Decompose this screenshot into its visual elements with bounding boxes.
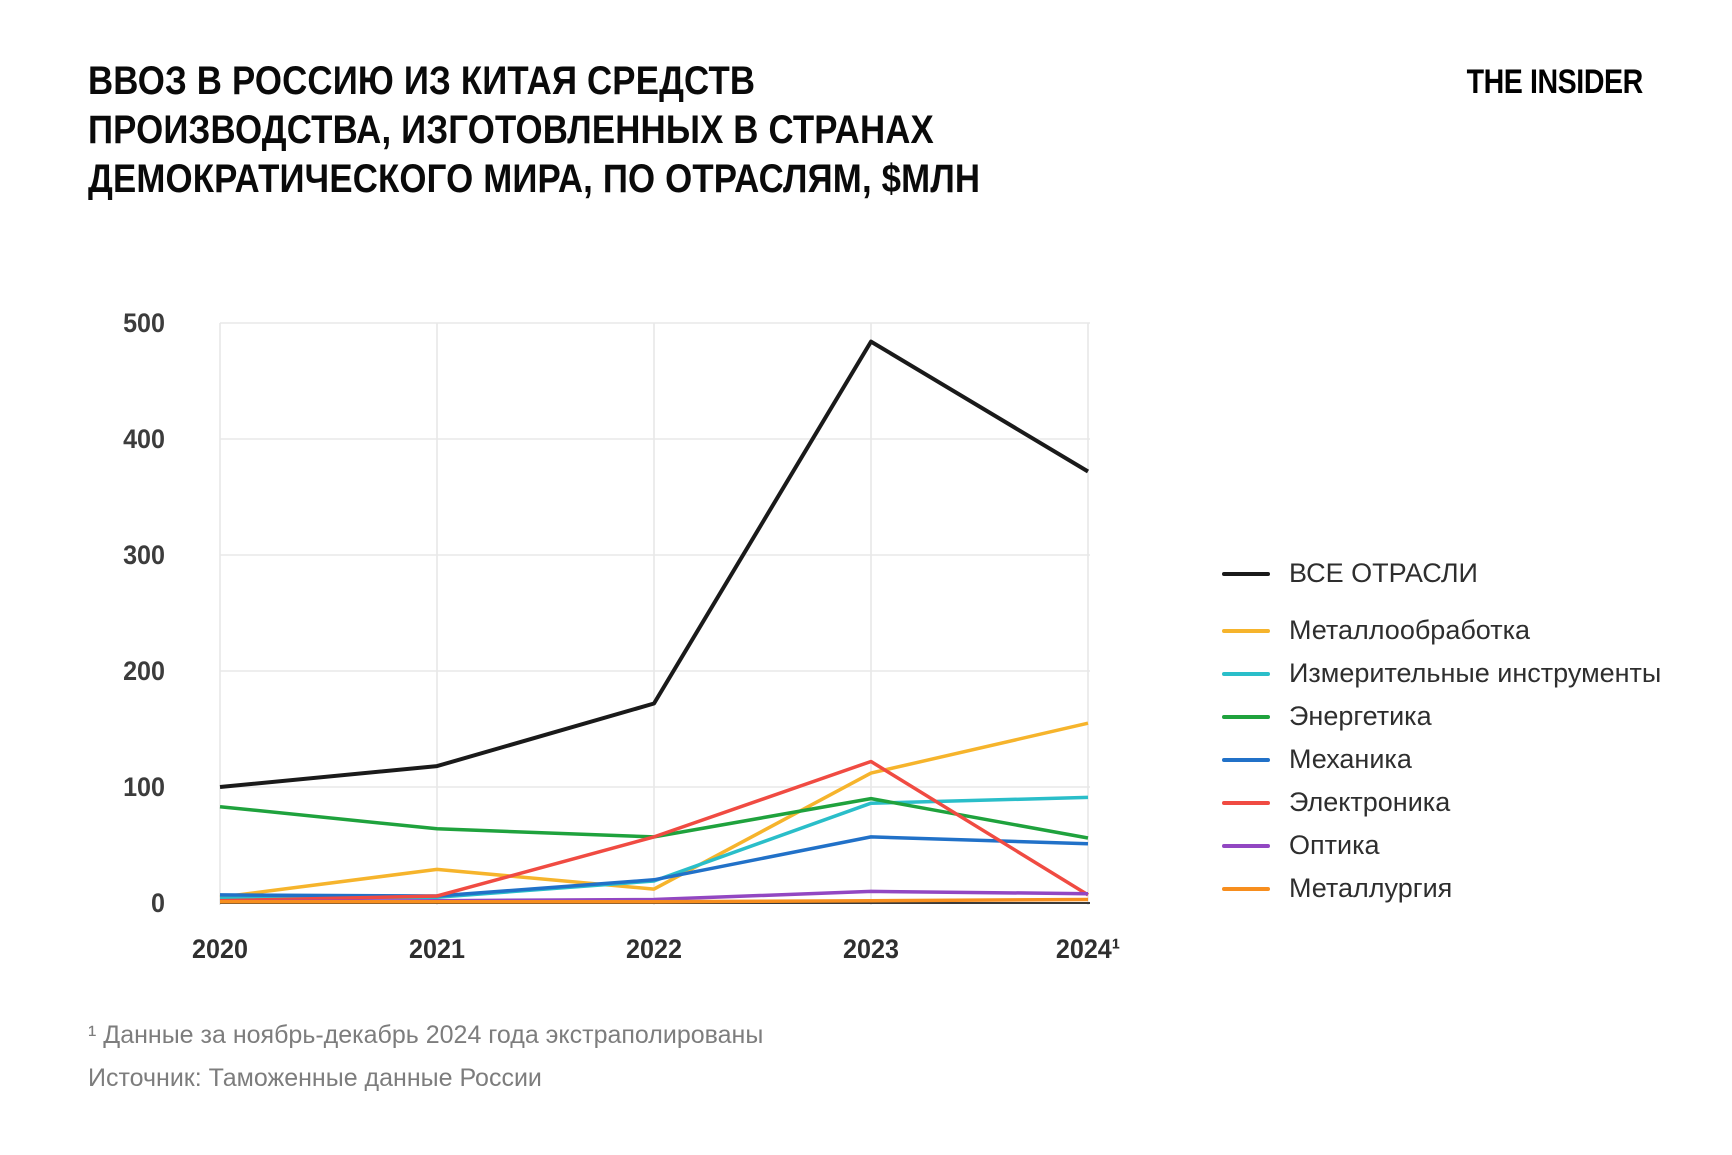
legend-color-line-icon [1222,715,1270,719]
y-axis-tick-label: 300 [123,540,165,570]
legend-color-line-icon [1222,801,1270,805]
legend-item-label: Механика [1289,744,1412,774]
chart-title-line-1: ВВОЗ В РОССИЮ ИЗ КИТАЯ СРЕДСТВ [88,59,756,103]
legend-item-label: Электроника [1289,787,1451,817]
brand-logo: THE INSIDER [1466,63,1643,101]
x-axis-tick-label: 2024¹ [1055,934,1121,964]
legend-item-label: Металлургия [1289,873,1453,903]
legend-item [1222,781,1661,824]
legend-color-line-icon [1222,629,1270,633]
y-axis-tick-label: 400 [123,424,165,454]
legend-color-line-icon [1222,844,1270,848]
legend-item [1222,695,1661,738]
legend-item [1222,824,1661,867]
chart-title-line-2: ПРОИЗВОДСТВА, ИЗГОТОВЛЕННЫХ В СТРАНАХ [88,108,934,152]
legend-item [1222,609,1661,652]
y-axis-tick-label: 200 [123,656,165,686]
x-axis-tick-label: 2023 [843,934,899,964]
chart-title-line-3: ДЕМОКРАТИЧЕСКОГО МИРА, ПО ОТРАСЛЯМ, $МЛН [88,157,981,201]
x-axis-tick-label: 2022 [626,934,682,964]
x-axis-tick-label: 2021 [409,934,465,964]
footnote-source: Источник: Таможенные данные России [88,1064,542,1092]
y-axis-tick-label: 0 [151,888,165,918]
legend-item [1222,867,1661,910]
x-axis-tick-label: 2020 [192,934,248,964]
footnotes [88,1014,763,1100]
legend [1222,552,1661,910]
legend-color-line-icon [1222,758,1270,762]
legend-item [1222,738,1661,781]
legend-item-label: Измерительные инструменты [1289,658,1662,688]
y-axis-tick-label: 100 [123,772,165,802]
legend-item [1222,552,1661,595]
legend-item-label: Энергетика [1289,701,1432,731]
legend-item-label: Металлообработка [1289,615,1531,645]
legend-color-line-icon [1222,572,1270,576]
footnote-extrapolated: ¹ Данные за ноябрь-декабрь 2024 года экстраполированы [88,1021,764,1049]
legend-item [1222,652,1661,695]
legend-item-label: ВСЕ ОТРАСЛИ [1289,558,1478,588]
y-axis-tick-label: 500 [123,308,165,338]
legend-color-line-icon [1222,887,1270,891]
legend-item-label: Оптика [1289,830,1380,860]
legend-color-line-icon [1222,672,1270,676]
